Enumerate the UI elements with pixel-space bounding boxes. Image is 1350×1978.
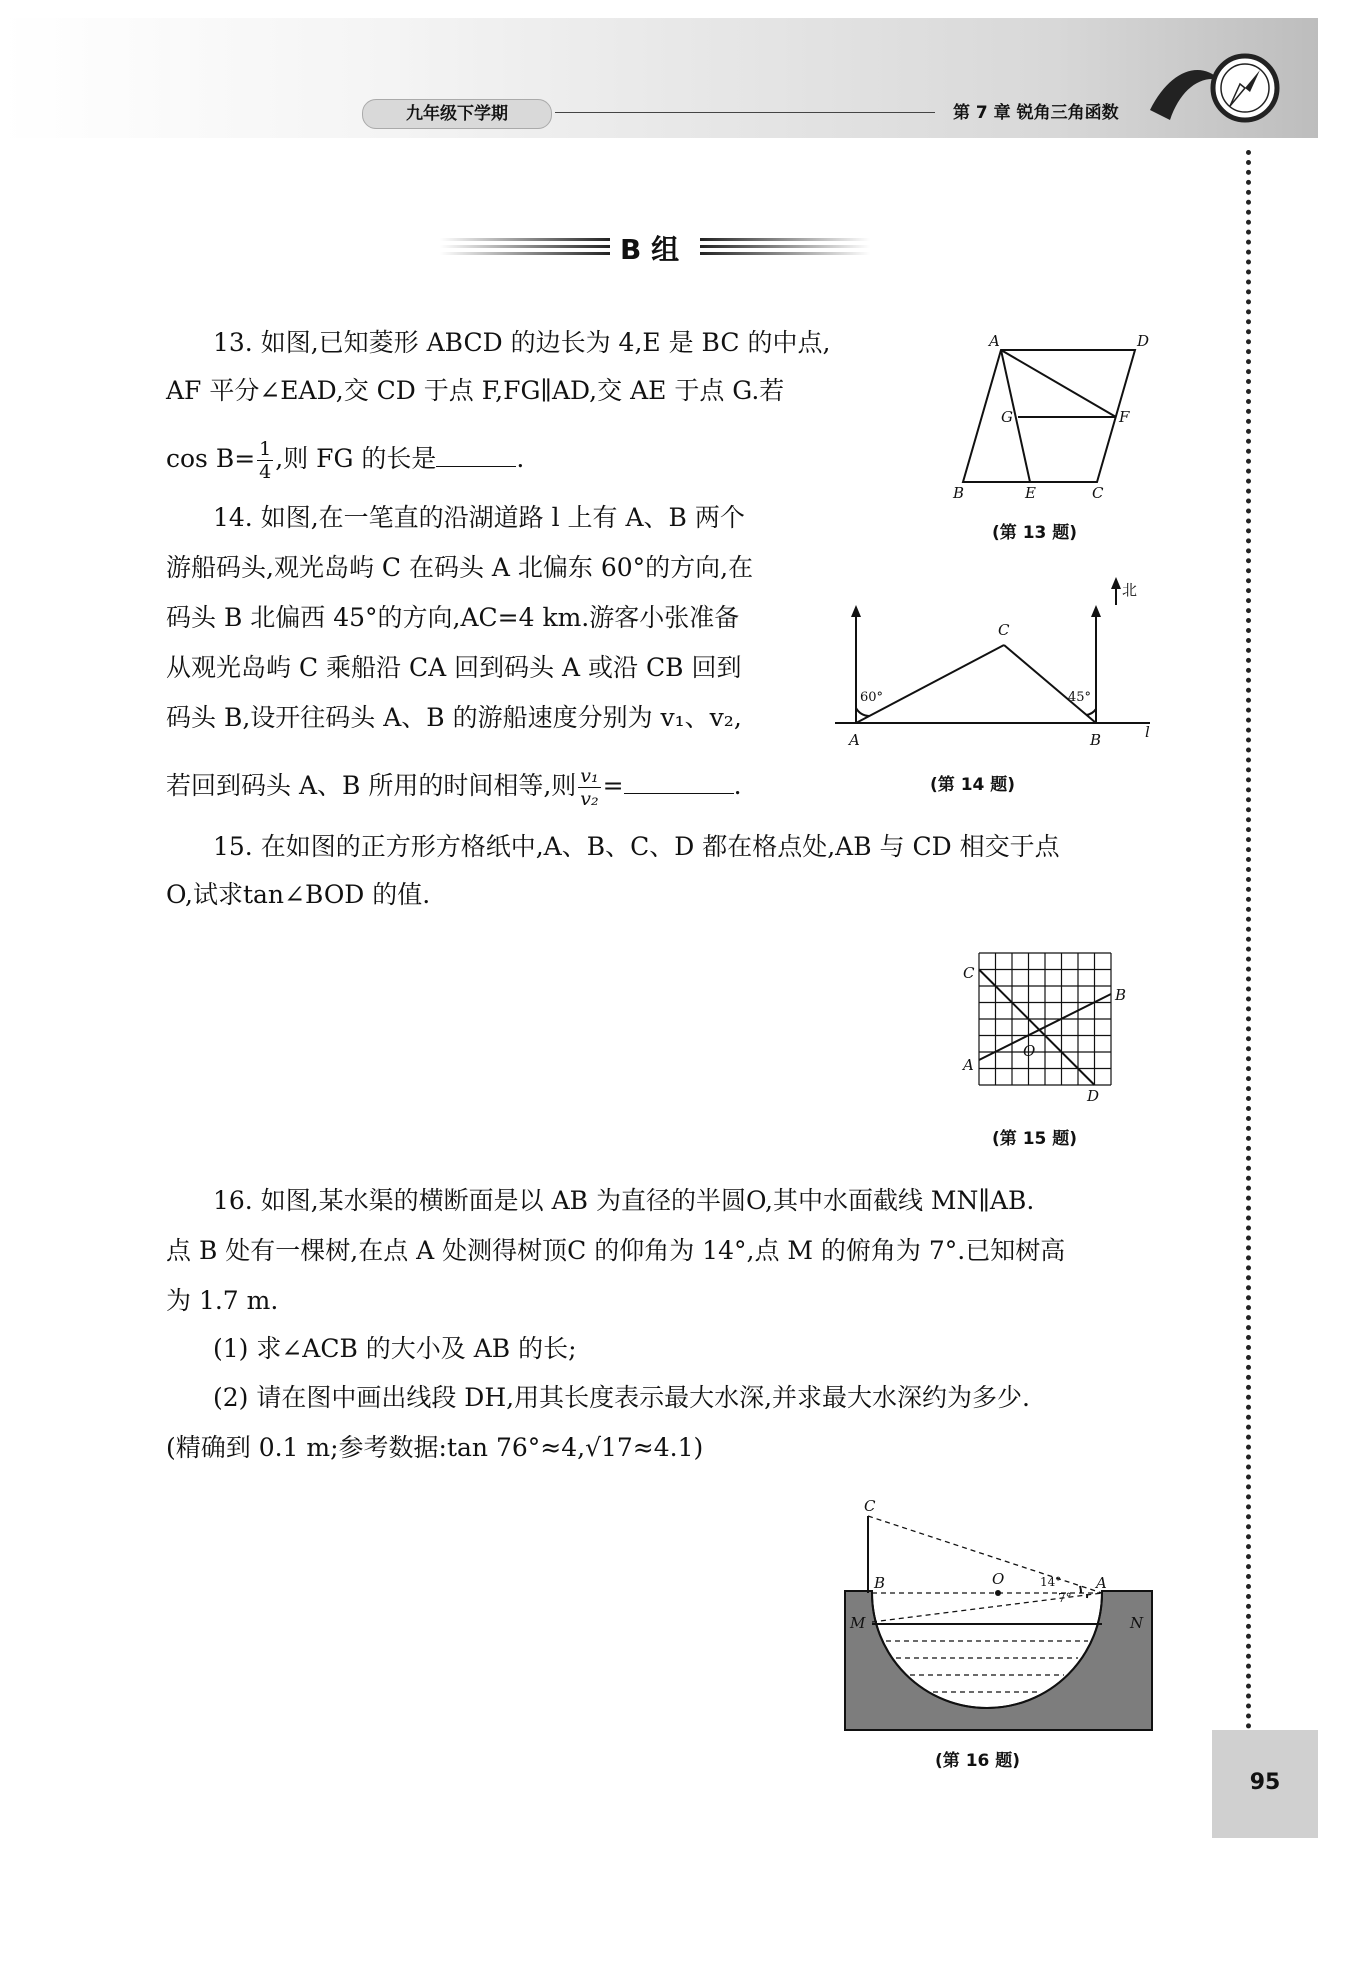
q14-figure (820, 575, 1160, 755)
q14-line1: 14. 如图,在一笔直的沿湖道路 l 上有 A、B 两个 (213, 503, 745, 532)
section-title: B 组 (620, 233, 680, 266)
q16-line2: 点 B 处有一棵树,在点 A 处测得树顶C 的仰角为 14°,点 M 的俯角为 7°.已知树高 (166, 1236, 1066, 1265)
q14-label-north: 北 (1122, 581, 1138, 599)
compass-logo-icon (1140, 40, 1290, 140)
q13-line3: cos B= $\frac{1}{4}$ ,则 FG 的长是 . (166, 438, 525, 483)
q16-label-a: A (1096, 1574, 1107, 1592)
q16-label-c: C (864, 1498, 876, 1515)
q13-answer-blank[interactable] (436, 444, 516, 467)
q16-caption: (第 16 题) (935, 1751, 1021, 1771)
q14-caption: (第 14 题) (930, 775, 1016, 795)
q16-note: (精确到 0.1 m;参考数据:tan 76°≈4,√17≈4.1) (166, 1433, 704, 1462)
q16-label-b: B (874, 1574, 886, 1592)
chapter-title: 第 7 章 锐角三角函数 (953, 103, 1119, 123)
header-rule (555, 112, 935, 113)
q15-figure (955, 948, 1135, 1108)
q16-label-n: N (1130, 1614, 1144, 1632)
q13-question-text: ,则 FG 的长是 (275, 444, 437, 473)
q16-line1: 16. 如图,某水渠的横断面是以 AB 为直径的半圆O,其中水面截线 MN∥AB. (213, 1186, 1035, 1215)
q16-label-m: M (850, 1614, 866, 1632)
q15-label-b: B (1115, 986, 1127, 1004)
q15-line1: 15. 在如图的正方形方格纸中,A、B、C、D 都在格点处,AB 与 CD 相交于点 (213, 832, 1060, 861)
q14-answer-blank[interactable] (624, 771, 734, 794)
page-edge-dotted-border (1246, 150, 1251, 1730)
q13-label-f: F (1119, 408, 1130, 426)
page-number: 95 (1249, 1770, 1281, 1795)
q16-angle-14: 14° (1040, 1575, 1062, 1589)
q14-line3: 码头 B 北偏西 45°的方向,AC=4 km.游客小张准备 (166, 603, 740, 632)
q14-label-a: A (849, 731, 860, 749)
q13-label-d: D (1137, 332, 1150, 350)
q14-line2: 游船码头,观光岛屿 C 在码头 A 北偏东 60°的方向,在 (166, 553, 754, 582)
q13-label-e: E (1025, 484, 1036, 502)
q16-label-o: O (992, 1570, 1005, 1588)
q14-line5: 码头 B,设开往码头 A、B 的游船速度分别为 v₁、v₂, (166, 703, 742, 732)
q14-question-text: 若回到码头 A、B 所用的时间相等,则 (166, 771, 577, 800)
q15-caption: (第 15 题) (992, 1129, 1078, 1149)
q14-line6: 若回到码头 A、B 所用的时间相等,则 $\frac{\text{v₁}}{\text{v₂}}$ = . (166, 765, 742, 810)
q15-label-o: O (1023, 1042, 1036, 1060)
q14-label-l: l (1145, 723, 1150, 741)
q15-label-a: A (963, 1056, 974, 1074)
header-band (0, 18, 1318, 138)
q16-line3: 为 1.7 m. (166, 1286, 279, 1315)
q13-cos-label: cos B= (166, 444, 256, 473)
q16-part1: (1) 求∠ACB 的大小及 AB 的长; (213, 1334, 577, 1363)
q14-angle-60: 60° (860, 690, 884, 705)
q13-caption: (第 13 题) (992, 523, 1078, 543)
q15-label-c: C (963, 964, 975, 982)
q13-label-a: A (989, 332, 1000, 350)
q13-fraction: $\frac{1}{4}$ (259, 438, 272, 483)
q15-line2: O,试求tan∠BOD 的值. (166, 880, 431, 909)
q13-figure (945, 330, 1155, 502)
q13-label-b: B (953, 484, 965, 502)
q16-part2: (2) 请在图中画出线段 DH,用其长度表示最大水深,并求最大水深约为多少. (213, 1383, 1030, 1412)
q14-label-c: C (998, 621, 1010, 639)
q14-fraction: $\frac{\text{v₁}}{\text{v₂}}$ (580, 765, 599, 810)
q15-label-d: D (1087, 1087, 1100, 1105)
q13-line2: AF 平分∠EAD,交 CD 于点 F,FG∥AD,交 AE 于点 G.若 (166, 376, 785, 405)
q16-figure (840, 1498, 1160, 1738)
q13-label-g: G (1001, 408, 1013, 426)
q16-angle-7: 7° (1058, 1591, 1072, 1605)
q14-line4: 从观光岛屿 C 乘船沿 CA 回到码头 A 或沿 CB 回到 (166, 653, 742, 682)
q14-angle-45: 45° (1068, 690, 1092, 705)
q13-label-c: C (1092, 484, 1104, 502)
q14-label-b: B (1090, 731, 1102, 749)
q13-line1: 13. 如图,已知菱形 ABCD 的边长为 4,E 是 BC 的中点, (213, 328, 831, 357)
grade-label: 九年级下学期 (362, 99, 552, 129)
